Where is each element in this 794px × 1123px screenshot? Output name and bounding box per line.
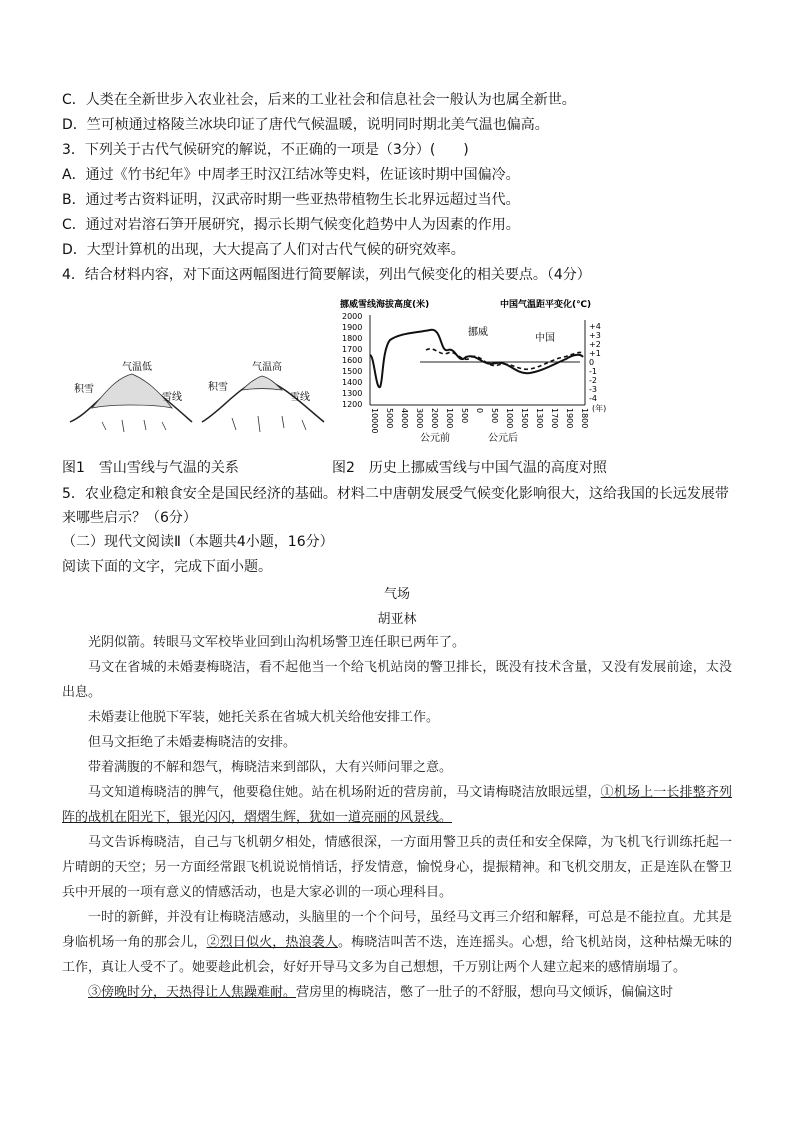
fig2-right-tick-label: -4 <box>589 394 597 403</box>
story-paragraph-5: 带着满腹的不解和怨气，梅晓洁来到部队，大有兴师问罪之意。 <box>88 760 453 775</box>
story-paragraph-8-text-b: 。梅晓洁叫苦不迭，连连摇头。心想，给飞机站岗，这种枯燥无味的工作，真让人受不了。她要趁此机会，好好开导马文多为自己想想，千万别让两个人建立起来的感情崩塌了。 <box>62 935 732 975</box>
underlined-sentence-1: ①机场上一长排整齐列阵的战机在阳光下，银光闪闪，熠熠生辉，犹如一道亮丽的风景线。 <box>62 785 732 825</box>
story-paragraph-8-text-a: 一时的新鲜，并没有让梅晓洁感动，头脑里的一个个问号，虽经马文再三介绍和解释，可总是不能拉直。尤其是身临机场一角的那会儿， <box>62 910 732 950</box>
question-5-line-1: 5．农业稳定和粮食安全是国民经济的基础。材料二中唐朝发展受气候变化影响很大，这给我国的长远发展带 <box>62 486 729 502</box>
option-b: B．通过考古资料证明，汉武帝时期一些亚热带植物生长北界远超过当代。 <box>62 192 520 208</box>
question-4: 4．结合材料内容，对下面这两幅图进行简要解读，列出气候变化的相关要点。（4分） <box>62 267 591 283</box>
fig2-left-tick-label: 1200 <box>342 400 363 409</box>
mountain-warm <box>202 360 324 432</box>
fig2-x-tick-label: 500 <box>460 408 469 424</box>
fig2-x-tick-label: 2000 <box>430 408 439 429</box>
fig2-x-tick-label: 1500 <box>520 408 529 429</box>
fig2-norway-label: 挪威 <box>468 327 488 338</box>
fig2-left-tick-label: 1500 <box>342 367 363 376</box>
fig1-cold-label: 气温低 <box>122 362 152 373</box>
option-d-2: D．大型计算机的出现，大大提高了人们对古代气候的研究效率。 <box>62 242 465 258</box>
fig2-right-tick-label: -3 <box>589 385 597 394</box>
fig2-x-tick-label: 500 <box>490 408 499 424</box>
story-paragraph-4: 但马文拒绝了未婚妻梅晓洁的安排。 <box>88 735 297 750</box>
figure-2-snowline-temperature-chart <box>330 295 620 445</box>
fig1-snow-label-left: 积雪 <box>74 384 94 395</box>
story-paragraph-1: 光阴似箭。转眼马文军校毕业回到山沟机场警卫连任职已两年了。 <box>88 635 466 650</box>
fig2-right-title: 中国气温距平变化(℃) <box>500 300 592 310</box>
fig2-left-tick-label: 2000 <box>342 312 363 321</box>
fig2-x-tick-label: 1700 <box>550 408 559 429</box>
fig2-x-tick-label: 10000 <box>370 408 379 434</box>
fig2-right-tick-label: -1 <box>589 367 597 376</box>
fig2-left-tick-label: 1600 <box>342 356 363 365</box>
reading-instruction: 阅读下面的文字，完成下面小题。 <box>62 559 272 575</box>
fig2-x-tick-label: 1800 <box>580 408 589 429</box>
fig2-left-tick-label: 1900 <box>342 323 363 332</box>
story-paragraph-9-text: 营房里的梅晓洁，憋了一肚子的不舒服，想向马文倾诉，偏偏这时 <box>296 985 674 1000</box>
story-paragraph-6 <box>62 780 732 830</box>
fig2-right-tick-label: +1 <box>589 349 601 358</box>
option-c-1: C．人类在全新世步入农业社会，后来的工业社会和信息社会一般认为也属全新世。 <box>62 92 576 108</box>
option-d-1: D．竺可桢通过格陵兰冰块印证了唐代气候温暖，说明同时期北美气温也偏高。 <box>62 117 549 133</box>
fig2-x-tick-label: 3000 <box>415 408 424 429</box>
option-c-2: C．通过对岩溶石笋开展研究，揭示长期气候变化趋势中人为因素的作用。 <box>62 217 520 233</box>
underlined-sentence-3: ③傍晚时分，天热得让人焦躁难耐。 <box>88 985 297 1000</box>
fig2-bc-label: 公元前 <box>420 433 450 444</box>
question-5-line-2: 来哪些启示？（6分） <box>62 510 197 526</box>
fig2-x-tick-labels <box>370 408 589 433</box>
fig2-right-tick-labels <box>589 322 601 403</box>
story-paragraph-9 <box>62 980 732 1005</box>
fig2-x-tick-label: 4000 <box>400 408 409 429</box>
fig1-warm-label: 气温高 <box>252 362 282 373</box>
question-3: 3．下列关于古代气候研究的解说，不正确的一项是（3分）( ) <box>62 142 469 158</box>
fig2-x-unit: (年) <box>592 404 607 413</box>
fig2-right-tick-label: +3 <box>589 331 601 340</box>
fig2-x-tick-label: 0 <box>475 408 484 414</box>
fig2-x-tick-label: 5000 <box>385 408 394 429</box>
fig2-caption: 图2 历史上挪威雪线与中国气温的高度对照 <box>332 460 607 476</box>
story-paragraph-3: 未婚妻让他脱下军装，她托关系在省城大机关给他安排工作。 <box>88 710 440 725</box>
fig2-left-tick-label: 1700 <box>342 345 363 354</box>
fig2-x-tick-label: 1300 <box>535 408 544 429</box>
underlined-sentence-2: ②烈日似火，热浪袭人 <box>206 935 338 950</box>
fig2-right-tick-label: +2 <box>589 340 601 349</box>
story-paragraph-2: 马文在省城的未婚妻梅晓洁，看不起他当一个给飞机站岗的警卫排长，既没有技术含量，又没有发展前途，太没出息。 <box>62 660 732 700</box>
story-paragraph-6-text: 马文知道梅晓洁的脾气，他要稳住她。站在机场附近的营房前，马文请梅晓洁放眼远望， <box>88 785 601 800</box>
story-author: 胡亚林 <box>377 612 417 627</box>
story-body <box>62 630 732 1005</box>
fig1-snow-label-right: 积雪 <box>208 382 228 393</box>
fig2-left-tick-label: 1300 <box>342 389 363 398</box>
fig2-left-tick-labels <box>342 312 362 409</box>
fig1-line-label-right: 雪线 <box>290 392 310 403</box>
fig2-right-tick-label: -2 <box>589 376 597 385</box>
fig2-right-tick-label: +4 <box>589 322 601 331</box>
option-a: A．通过《竹书纪年》中周孝王时汉江结冰等史料，佐证该时期中国偏冷。 <box>62 167 520 183</box>
fig2-china-label: 中国 <box>535 333 555 344</box>
fig2-x-tick-label: 1000 <box>445 408 454 429</box>
fig2-x-tick-label: 1900 <box>565 408 574 429</box>
mountain-cold <box>70 361 192 432</box>
figure-1-snowline-diagram <box>62 360 332 440</box>
story-paragraph-8 <box>62 905 732 980</box>
story-paragraph-7: 马文告诉梅晓洁，自己与飞机朝夕相处，情感很深，一方面用警卫兵的责任和安全保障，为飞机飞行训练托起一片晴朗的天空；另一方面经常跟飞机说说悄悄话，抒发情意，愉悦身心，提振精神。和飞机交朋友，正是连队在警卫兵中开展的一项有意义的情感活动，也是大家必训的一项心理科目。 <box>62 835 732 900</box>
fig1-caption: 图1 雪山雪线与气温的关系 <box>62 460 239 476</box>
fig1-line-label-left: 雪线 <box>162 392 182 403</box>
fig2-right-tick-label: 0 <box>589 358 595 367</box>
fig2-ad-label: 公元后 <box>488 433 518 444</box>
fig2-left-tick-label: 1800 <box>342 334 363 343</box>
fig2-left-tick-label: 1400 <box>342 378 363 387</box>
china-temperature-curve <box>426 349 583 370</box>
story-title: 气场 <box>383 587 410 602</box>
fig2-left-title: 挪威雪线海拔高度(米) <box>340 300 430 310</box>
fig2-x-tick-label: 1000 <box>505 408 514 429</box>
section-heading: （二）现代文阅读Ⅱ（本题共4小题，16分） <box>62 534 334 550</box>
